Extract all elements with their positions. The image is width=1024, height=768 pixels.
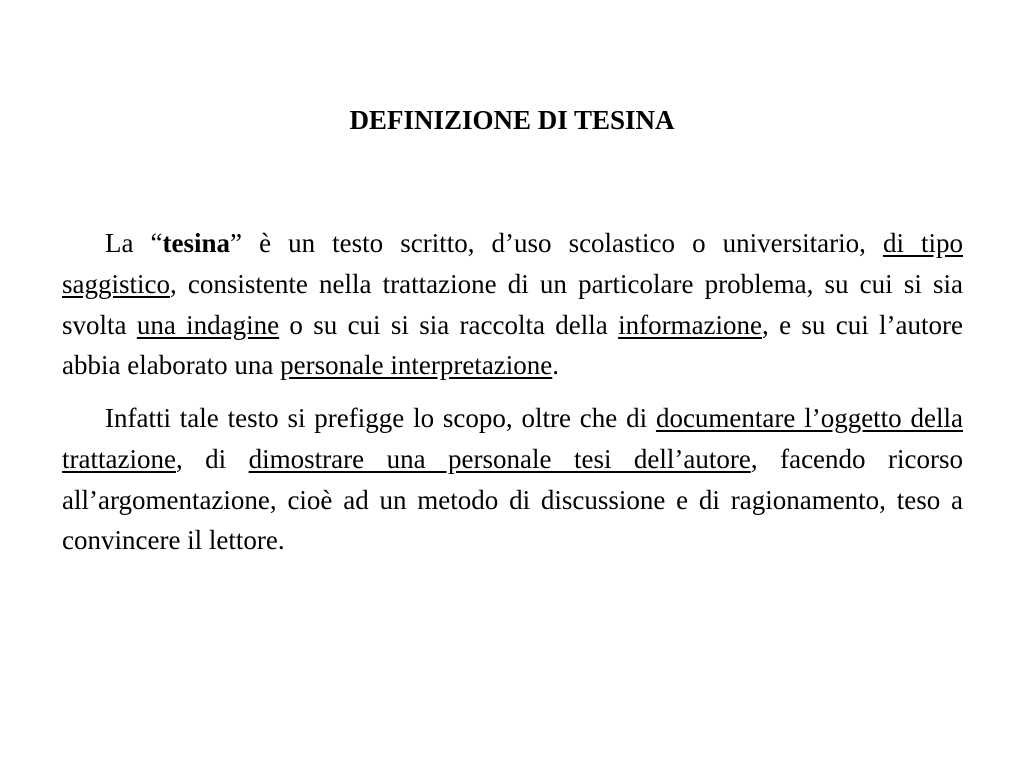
underlined-phrase: personale interpretazione bbox=[280, 350, 553, 381]
text-run: , di bbox=[175, 443, 249, 474]
underlined-phrase: una indagine bbox=[136, 309, 280, 340]
text-run: Infatti tale testo si prefigge lo scopo, oltre che di bbox=[105, 403, 656, 433]
text-run: , consistente nella trattazione di un particolare problema, su cui si sia svolta bbox=[62, 268, 963, 340]
slide-body bbox=[62, 223, 963, 561]
text-run: o su cui si sia raccolta della bbox=[279, 309, 619, 340]
text-run: . bbox=[552, 350, 560, 381]
underlined-phrase: documentare l’oggetto della trattazione bbox=[62, 403, 963, 474]
text-run: La “ bbox=[105, 228, 163, 258]
purpose-paragraph bbox=[62, 398, 963, 561]
definition-paragraph bbox=[62, 223, 963, 386]
underlined-phrase: di tipo saggistico bbox=[62, 228, 963, 299]
text-run: , facendo ricorso all’argomentazione, cioè ad un metodo di discussione e di ragionamento, teso a convincere il lettore. bbox=[62, 443, 963, 556]
underlined-phrase: informazione bbox=[618, 309, 763, 340]
underlined-phrase: dimostrare una personale tesi dell’autore bbox=[248, 443, 751, 474]
text-run: ” è un testo scritto, d’uso scolastico o universitario, bbox=[230, 228, 883, 258]
text-run: , e su cui l’autore abbia elaborato una bbox=[62, 309, 963, 381]
slide-title: DEFINIZIONE DI TESINA bbox=[349, 105, 675, 135]
keyword-tesina: tesina bbox=[162, 228, 231, 258]
